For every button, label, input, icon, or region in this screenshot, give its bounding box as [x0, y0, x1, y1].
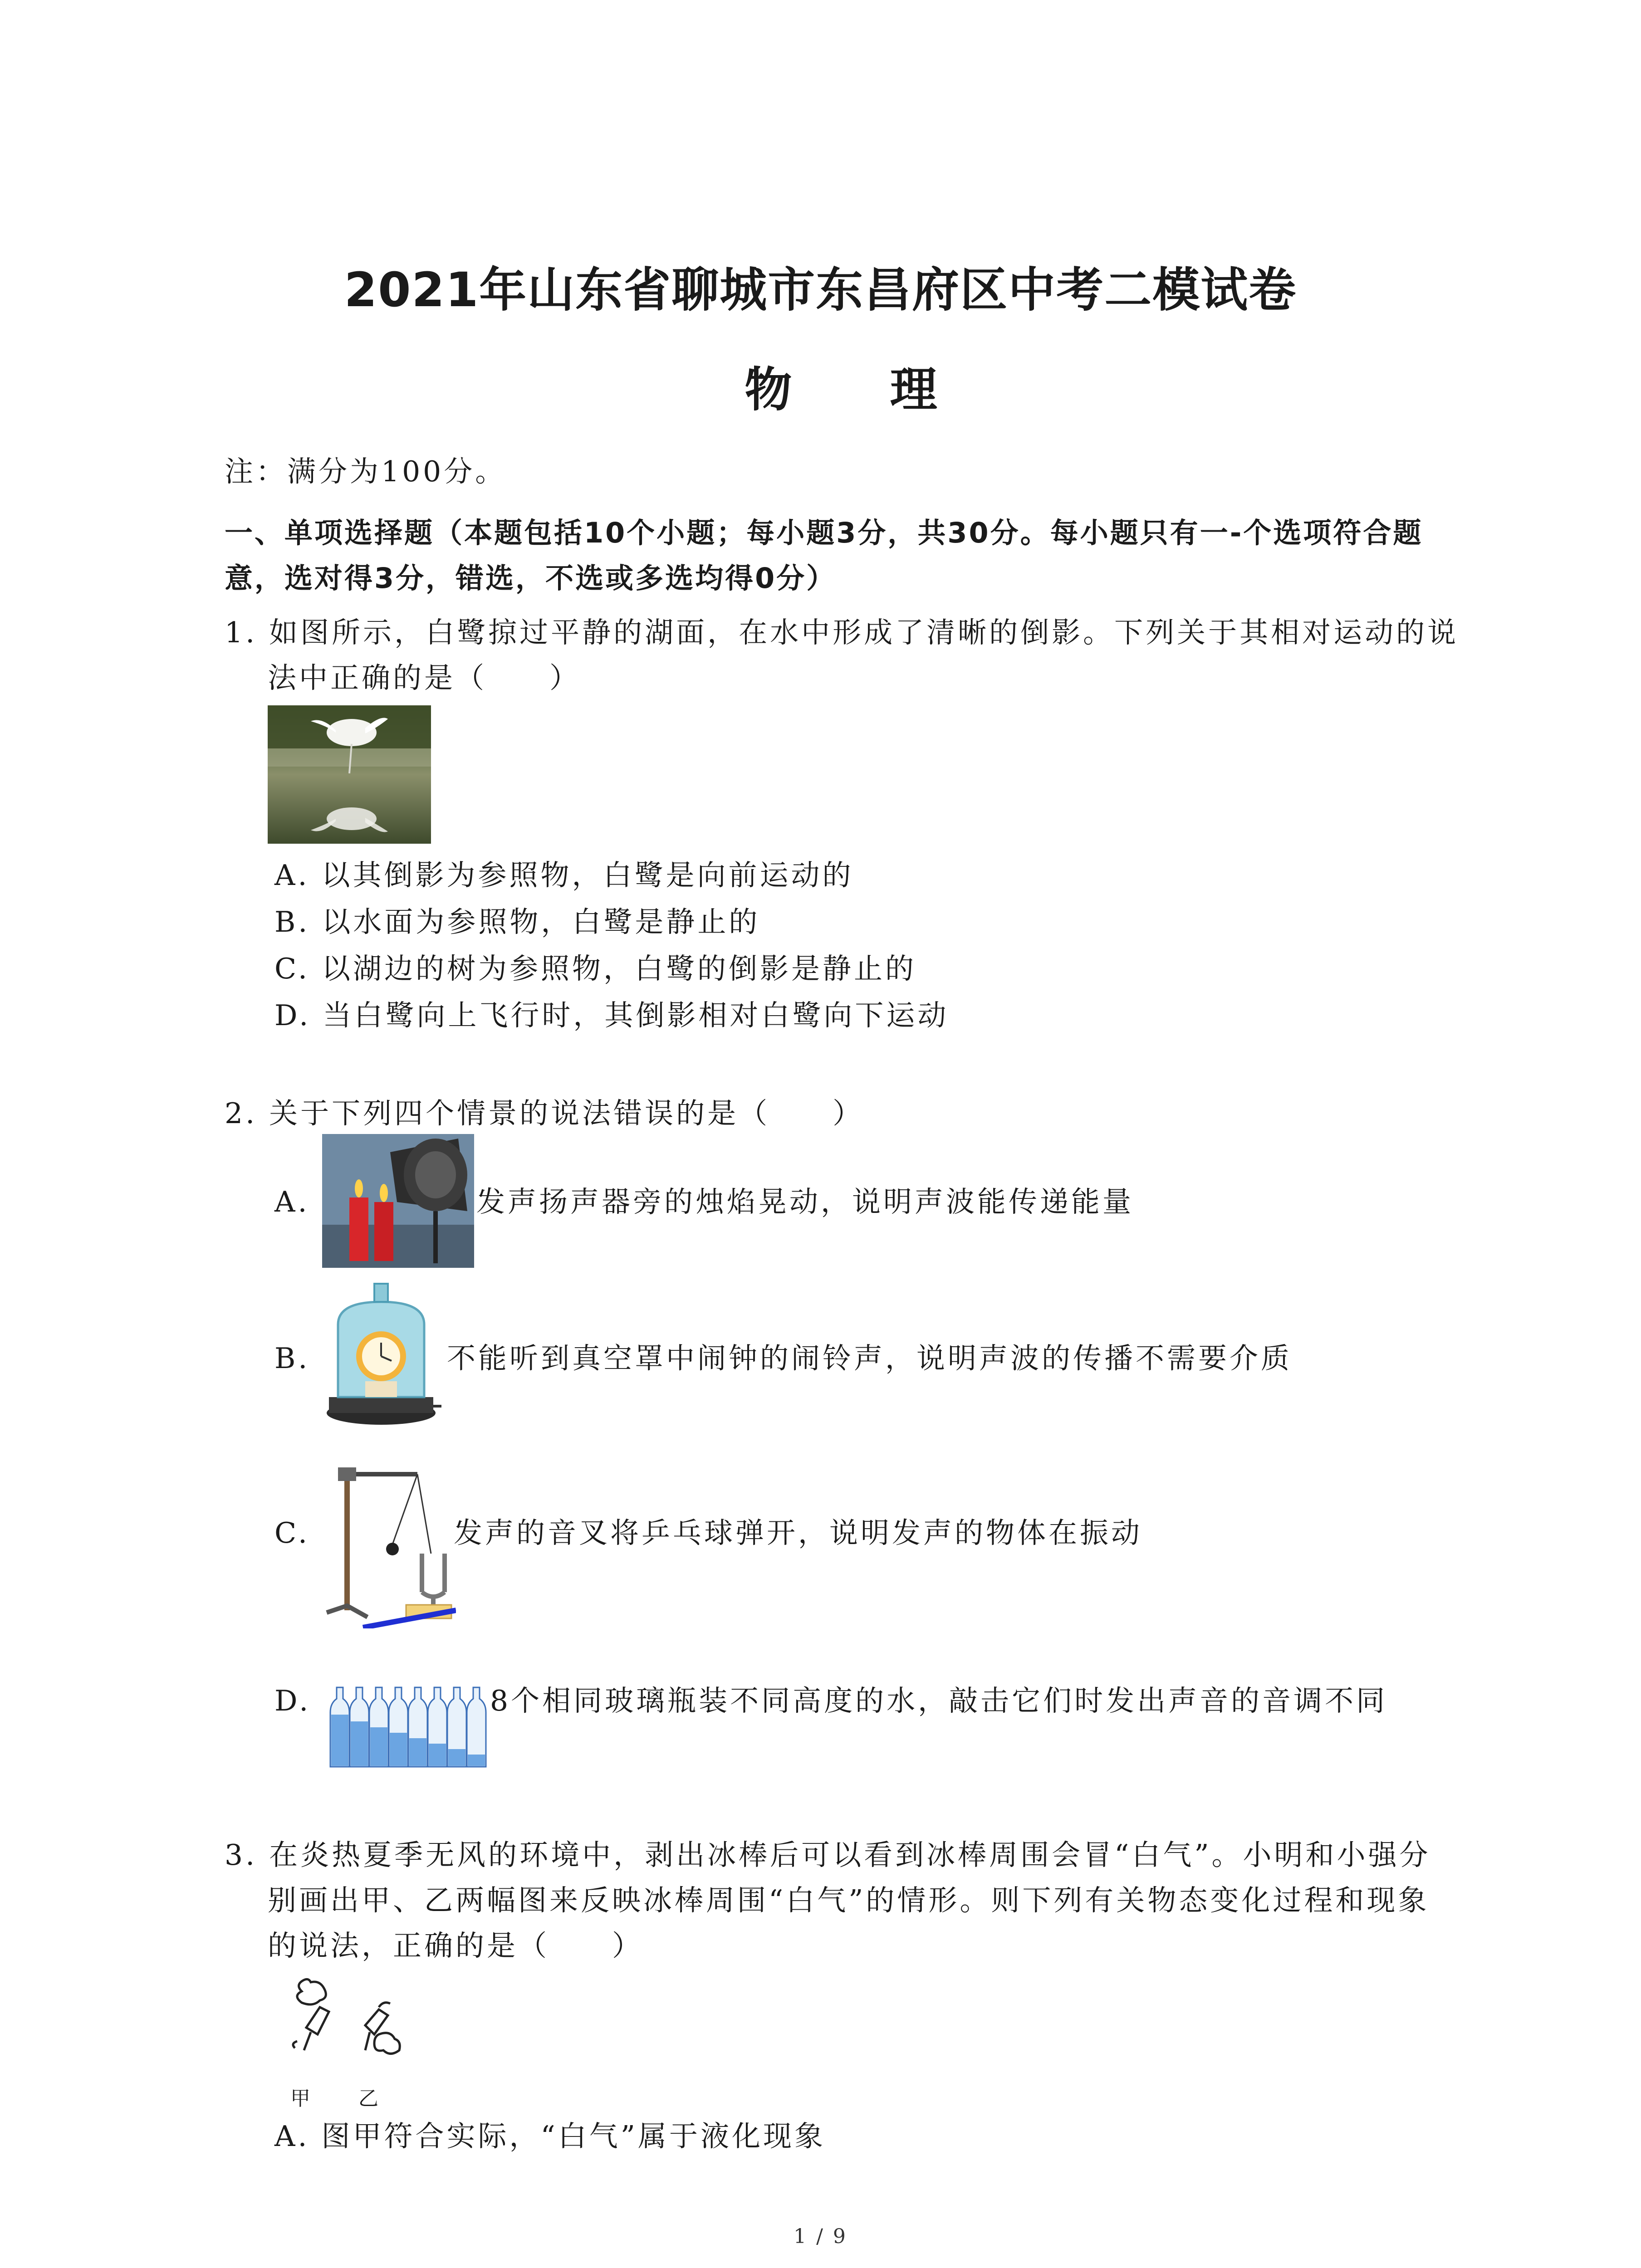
figure-label-yi: 乙 [358, 2087, 378, 2110]
score-note: 注：满分为100分。 [225, 455, 507, 488]
q2-option-a-text: 发声扬声器旁的烛焰晃动，说明声波能传递能量 [476, 1185, 1134, 1218]
q2-option-d-text: 8个相同玻璃瓶装不同高度的水，敲击它们时发出声音的音调不同 [490, 1684, 1388, 1717]
page-number: 1 / 9 [794, 2225, 847, 2248]
section-heading-line1: 一、单项选择题（本题包括10个小题；每小题3分，共30分。每小题只有一-个选项符合题 [225, 516, 1423, 549]
ice-pop-white-vapor-diagram [277, 1975, 422, 2082]
q2-option-b-letter: B. [274, 1342, 310, 1375]
q2-option-d-letter: D. [274, 1684, 311, 1717]
section-heading-line2: 意，选对得3分，错选，不选或多选均得0分） [225, 562, 837, 595]
q1-option-c: C. 以湖边的树为参照物，白鹭的倒影是静止的 [274, 952, 917, 985]
q3-option-a: A. 图甲符合实际，“白气”属于液化现象 [274, 2120, 826, 2153]
q2-stem: 2. 关于下列四个情景的说法错误的是（ ） [225, 1097, 864, 1130]
subject-title: 物 理 [745, 362, 978, 417]
q2-option-c-letter: C. [274, 1516, 310, 1549]
q1-option-d: D. 当白鹭向上飞行时，其倒影相对白鹭向下运动 [274, 999, 949, 1032]
q2-option-c-text: 发声的音叉将乒乓球弹开，说明发声的物体在振动 [454, 1516, 1142, 1549]
tuning-fork-ping-pong-diagram [320, 1456, 456, 1628]
q1-stem-line1: 1. 如图所示，白鹭掠过平静的湖面，在水中形成了清晰的倒影。下列关于其相对运动的说 [225, 616, 1459, 649]
egret-reflection-photo [268, 705, 431, 844]
q2-option-b-text: 不能听到真空罩中闹钟的闹铃声，说明声波的传播不需要介质 [447, 1342, 1292, 1375]
q1-option-b: B. 以水面为参照物，白鹭是静止的 [274, 905, 760, 938]
q3-stem-line3: 的说法，正确的是（ ） [268, 1929, 643, 1962]
q1-option-a: A. 以其倒影为参照物，白鹭是向前运动的 [274, 859, 854, 892]
glass-bottles-water-diagram [327, 1674, 488, 1771]
bell-jar-alarm-clock-photo [320, 1275, 442, 1431]
q1-stem-line2: 法中正确的是（ ） [268, 661, 581, 694]
q3-stem-line2: 别画出甲、乙两幅图来反映冰棒周围“白气”的情形。则下列有关物态变化过程和现象 [268, 1884, 1430, 1917]
q2-option-a-letter: A. [274, 1185, 310, 1218]
figure-label-jia: 甲 [290, 2087, 310, 2110]
q3-stem-line1: 3. 在炎热夏季无风的环境中，剥出冰棒后可以看到冰棒周围会冒“白气”。小明和小强分 [225, 1838, 1431, 1872]
page-title: 2021年山东省聊城市东昌府区中考二模试卷 [344, 262, 1297, 318]
candle-speaker-photo [322, 1134, 474, 1268]
